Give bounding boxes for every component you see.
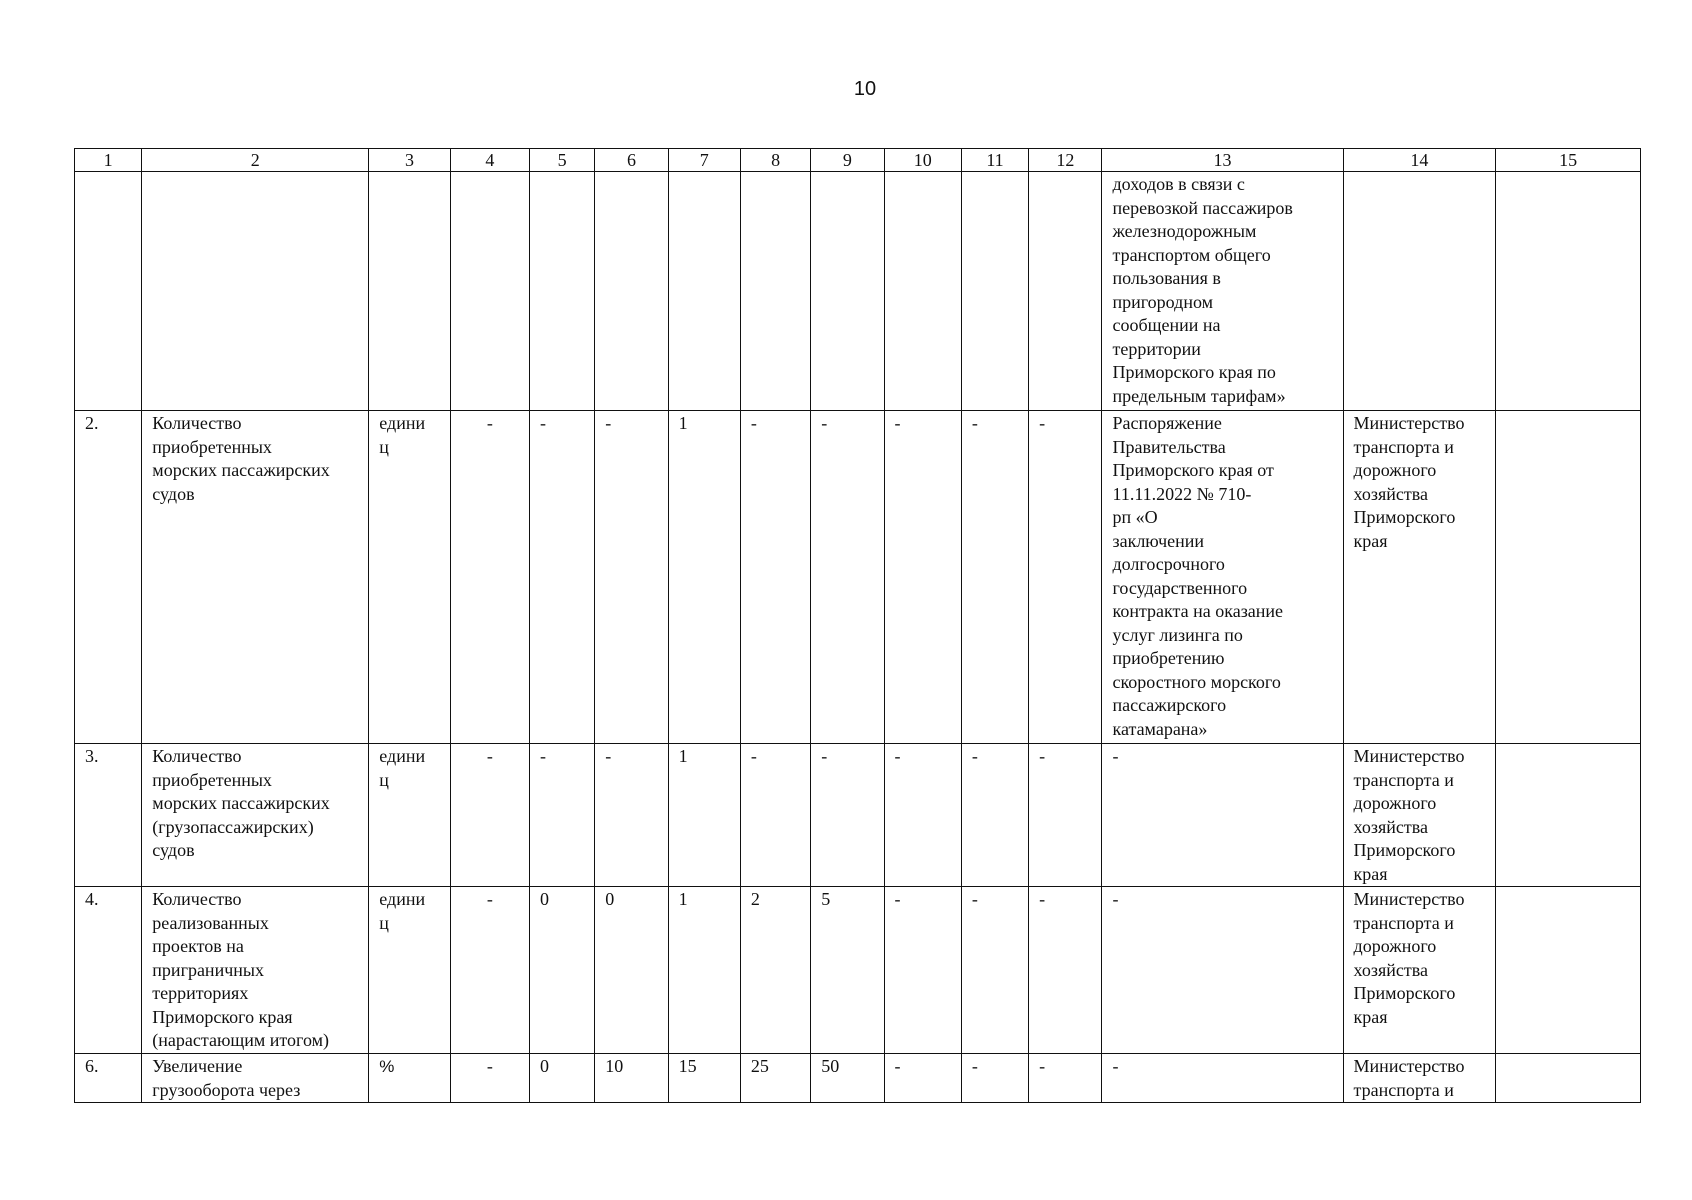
- unit: едини ц: [369, 744, 450, 887]
- value-col-10: -: [884, 887, 961, 1054]
- value-col-9: [811, 172, 884, 411]
- responsible-body: Министерство транспорта и дорожного хозяйства Приморского края: [1343, 887, 1496, 1054]
- value-col-9: 50: [811, 1054, 884, 1103]
- header-col-12: 12: [1029, 149, 1102, 172]
- value-col-7: 1: [668, 411, 740, 744]
- page-number: 10: [853, 78, 877, 100]
- unit: едини ц: [369, 411, 450, 744]
- note: [1496, 744, 1641, 887]
- row-number: 2.: [75, 411, 142, 744]
- value-col-10: -: [884, 411, 961, 744]
- table-row: [75, 1054, 1641, 1103]
- note: [1496, 411, 1641, 744]
- value-col-12: [1029, 172, 1102, 411]
- header-col-9: 9: [811, 149, 884, 172]
- value-col-7: 1: [668, 887, 740, 1054]
- value-col-6: 0: [595, 887, 668, 1054]
- value-col-8: 2: [740, 887, 810, 1054]
- legal-basis: -: [1102, 1054, 1343, 1103]
- legal-basis: Распоряжение Правительства Приморского края от 11.11.2022 № 710- рп «О заключении долгосрочного государственного контракта на оказание услуг лизинга по приобретению скоростного морского пассажирского катамарана»: [1102, 411, 1343, 744]
- value-col-6: 10: [595, 1054, 668, 1103]
- value-col-5: 0: [530, 887, 595, 1054]
- header-col-4: 4: [450, 149, 529, 172]
- header-col-10: 10: [884, 149, 961, 172]
- value-col-7: [668, 172, 740, 411]
- responsible-body: Министерство транспорта и дорожного хозяйства Приморского края: [1343, 744, 1496, 887]
- value-col-10: [884, 172, 961, 411]
- value-col-4: -: [450, 744, 529, 887]
- value-col-6: -: [595, 411, 668, 744]
- header-row: [75, 149, 1641, 172]
- value-col-10: -: [884, 1054, 961, 1103]
- value-col-6: [595, 172, 668, 411]
- unit: %: [369, 1054, 450, 1103]
- indicator-name: [142, 172, 369, 411]
- header-col-3: 3: [369, 149, 450, 172]
- legal-basis: -: [1102, 887, 1343, 1054]
- responsible-body: Министерство транспорта и дорожного хозяйства Приморского края: [1343, 411, 1496, 744]
- header-col-5: 5: [530, 149, 595, 172]
- note: [1496, 172, 1641, 411]
- indicators-table: [74, 148, 1641, 1103]
- row-number: [75, 172, 142, 411]
- header-col-2: 2: [142, 149, 369, 172]
- value-col-12: -: [1029, 744, 1102, 887]
- value-col-12: -: [1029, 411, 1102, 744]
- row-number: 6.: [75, 1054, 142, 1103]
- value-col-11: [961, 172, 1028, 411]
- value-col-5: 0: [530, 1054, 595, 1103]
- indicator-name: Увеличение грузооборота через: [142, 1054, 369, 1103]
- table-row: [75, 887, 1641, 1054]
- value-col-7: 15: [668, 1054, 740, 1103]
- header-col-13: 13: [1102, 149, 1343, 172]
- note: [1496, 887, 1641, 1054]
- value-col-7: 1: [668, 744, 740, 887]
- header-col-8: 8: [740, 149, 810, 172]
- value-col-6: -: [595, 744, 668, 887]
- value-col-5: -: [530, 744, 595, 887]
- header-col-11: 11: [961, 149, 1028, 172]
- indicator-name: Количество реализованных проектов на приграничных территориях Приморского края (нарастающим итогом): [142, 887, 369, 1054]
- value-col-11: -: [961, 1054, 1028, 1103]
- table-row: [75, 411, 1641, 744]
- header-col-7: 7: [668, 149, 740, 172]
- header-col-15: 15: [1496, 149, 1641, 172]
- table-row: [75, 172, 1641, 411]
- indicator-name: Количество приобретенных морских пассажирских (грузопассажирских) судов: [142, 744, 369, 887]
- value-col-8: 25: [740, 1054, 810, 1103]
- value-col-11: -: [961, 887, 1028, 1054]
- note: [1496, 1054, 1641, 1103]
- value-col-4: -: [450, 887, 529, 1054]
- header-col-6: 6: [595, 149, 668, 172]
- value-col-9: -: [811, 744, 884, 887]
- table-row: [75, 744, 1641, 887]
- value-col-8: -: [740, 411, 810, 744]
- value-col-12: -: [1029, 1054, 1102, 1103]
- legal-basis: -: [1102, 744, 1343, 887]
- value-col-11: -: [961, 411, 1028, 744]
- row-number: 3.: [75, 744, 142, 887]
- value-col-4: [450, 172, 529, 411]
- value-col-4: -: [450, 1054, 529, 1103]
- header-col-14: 14: [1343, 149, 1496, 172]
- responsible-body: Министерство транспорта и: [1343, 1054, 1496, 1103]
- value-col-4: -: [450, 411, 529, 744]
- unit: едини ц: [369, 887, 450, 1054]
- value-col-5: [530, 172, 595, 411]
- row-number: 4.: [75, 887, 142, 1054]
- responsible-body: [1343, 172, 1496, 411]
- value-col-9: 5: [811, 887, 884, 1054]
- header-col-1: 1: [75, 149, 142, 172]
- value-col-8: -: [740, 744, 810, 887]
- value-col-5: -: [530, 411, 595, 744]
- value-col-12: -: [1029, 887, 1102, 1054]
- value-col-10: -: [884, 744, 961, 887]
- value-col-8: [740, 172, 810, 411]
- legal-basis: доходов в связи с перевозкой пассажиров железнодорожным транспортом общего пользования в пригородном сообщении на территории Приморского края по предельным тарифам»: [1102, 172, 1343, 411]
- indicator-name: Количество приобретенных морских пассажирских судов: [142, 411, 369, 744]
- value-col-11: -: [961, 744, 1028, 887]
- value-col-9: -: [811, 411, 884, 744]
- unit: [369, 172, 450, 411]
